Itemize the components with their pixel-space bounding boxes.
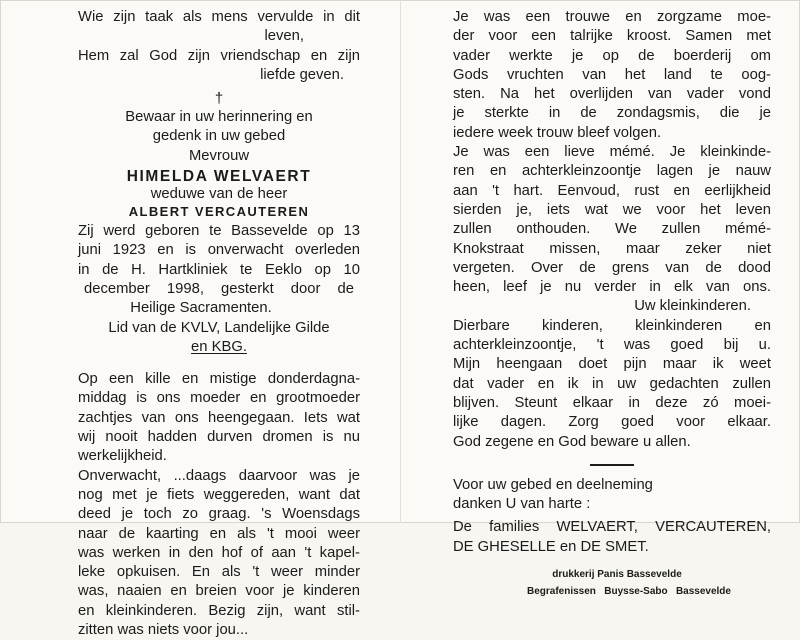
para-line: blijven. Steunt elkaar in deze zó moei- [453,394,771,411]
para-line: wij nooit hadden durven dromen is nu [78,429,360,446]
para-line: vergeten. Over de grens van de dood [453,259,771,276]
para-line: achterkleinzoontje, 't was goed bij u. [453,337,771,354]
para-line: was werken in den hof of aan 't kapel- [78,544,360,561]
bio-line: juni 1923 en is onverwacht overleden [78,242,360,259]
para-line: God zegene en God beware u allen. [453,433,691,450]
poem-line: Hem zal God zijn vriendschap en zijn [78,47,360,64]
widow-of: weduwe van de heer [150,186,288,203]
para-line: der voor een talrijke kroost. Samen met [453,28,771,45]
para-line: naar de kaarting en als 't mooi weer [78,525,360,542]
para-line: iedere week trouw bleef volgen. [453,124,662,141]
para-line: sten. Na het overlijden van vader vond [453,86,771,103]
bio-line: Zij werd geboren te Bassevelde op 13 [78,223,360,240]
para-line: Gods vruchten van het land te oog- [453,66,771,83]
para-line: je sterkte in de zondagsmis, die je [453,105,771,122]
signature: Uw kleinkinderen. [634,298,751,315]
card-fold [400,0,401,523]
para-line: sierden je, iets wat we voor het leven [453,201,771,218]
para-line: vader werkte je op de boerderij om [453,47,771,64]
printer-credit: drukkerij Panis Bassevelde [552,569,682,581]
para-line: deed je toch zo graag. 's Woensdags [78,506,360,523]
para-line: en kleinkinderen. Bezig zijn, want stil- [78,602,360,619]
para-line: werkelijkheid. [78,448,167,465]
bio-line: en KBG. [191,338,247,355]
cross-icon: † [214,90,224,108]
para-line: Je was een trouwe en zorgzame moe- [453,9,771,25]
para-line: zitten was niets voor jou... [78,622,249,639]
para-line: lijke dagen. Zorg goed voor elkaar. [453,414,771,431]
bio-line: december 1998, gesterkt door de [84,280,354,297]
para-line: middag is ons moeder en grootmoeder [78,390,360,407]
para-line: dat vader en ik in uw gedachten zullen [453,375,771,392]
poem-line: Wie zijn taak als mens vervulde in dit [78,9,360,25]
bio-line: Heilige Sacramenten. [130,300,272,317]
funeral-credit: Begrafenissen Buysse-Sabo Bassevelde [527,586,731,598]
para-line: Knokstraat missen, maar zeker niet [453,240,771,257]
thanks-line: DE GHESELLE en DE SMET. [453,538,649,555]
memory-line: Mevrouw [188,147,250,164]
right-page [453,0,771,600]
para-line: heen, leef je nu verder in elk van ons. [453,279,771,296]
para-line: Dierbare kinderen, kleinkinderen en [453,317,771,334]
para-line: Op een kille en mistige donderdagna- [78,371,360,388]
bio-line: Lid van de KVLV, Landelijke Gilde [108,319,330,336]
para-line: ren en achterkleinzoontje lagen je nauw [453,163,771,180]
para-line: zullen onthouden. We zullen mémé- [453,221,771,238]
thanks-line: De families WELVAERT, VERCAUTEREN, [453,519,771,536]
memory-line: gedenk in uw gebed [152,128,286,145]
para-line: aan 't hart. Eenvoud, rust en eerlijkheid [453,182,771,199]
poem-line: leven, [264,28,304,45]
memory-line: Bewaar in uw herinnering en [125,109,313,126]
para-line: Mijn heengaan doet pijn maar ik weet [453,356,771,373]
thanks-line: danken U van harte : [453,496,591,513]
husband-name: ALBERT VERCAUTEREN [128,204,310,220]
para-line: Je was een lieve mémé. Je kleinkinde- [453,144,771,161]
deceased-name: HIMELDA WELVAERT [126,168,312,186]
bio-line: in de H. Hartkliniek te Eeklo op 10 [78,261,360,278]
para-line: leke opkuisen. En als 't weer minder [78,564,360,581]
left-page [78,0,360,640]
para-line: Onverwacht, ...daags daarvoor was je [78,467,360,484]
poem-line: liefde geven. [260,66,344,83]
para-line: nog met je fiets weggereden, want dat [78,486,360,503]
para-line: zachtjes van ons heengegaan. Iets wat [78,409,360,426]
para-line: was, naaien en breien voor je kinderen [78,583,360,600]
thanks-line: Voor uw gebed en deelneming [453,476,653,493]
